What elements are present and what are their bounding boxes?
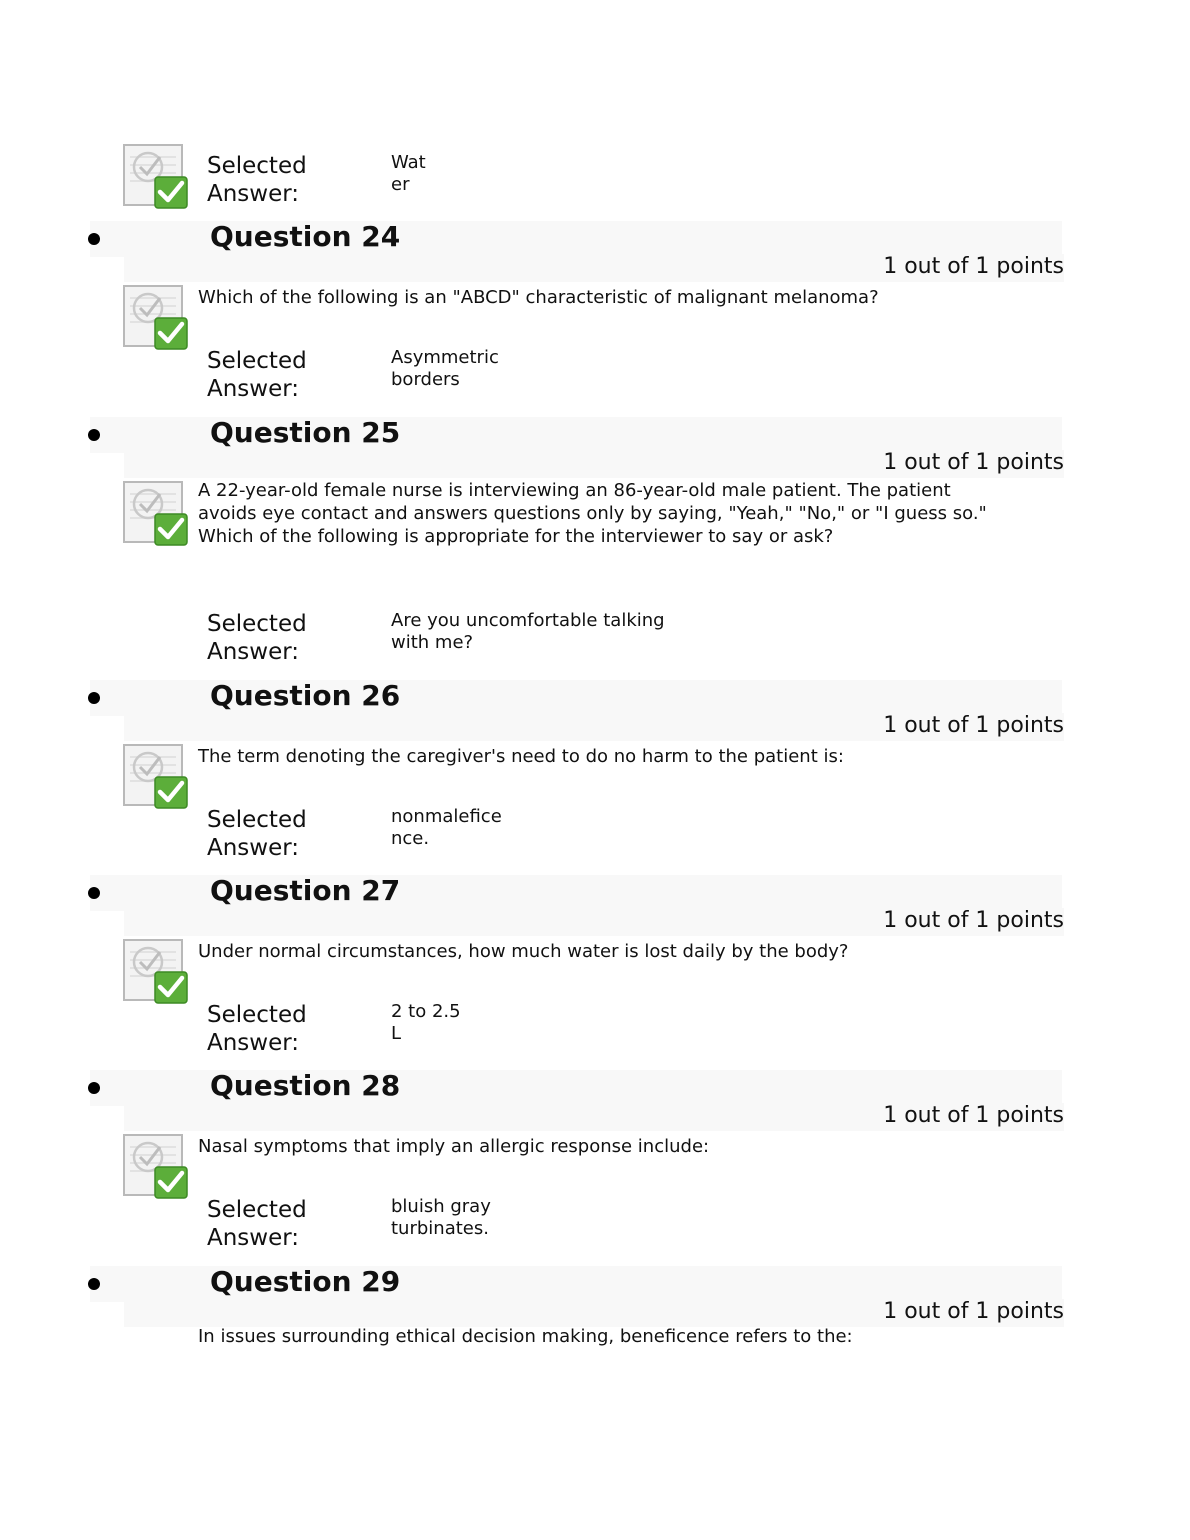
question-text: Under normal circumstances, how much water is lost daily by the body? — [198, 941, 849, 962]
question-text: The term denoting the caregiver's need to do no harm to the patient is: — [198, 746, 844, 767]
question-points: 1 out of 1 points — [883, 713, 1064, 738]
list-bullet — [88, 233, 100, 245]
question-text: A 22-year-old female nurse is interviewing an 86-year-old male patient. The patient avoids eye contact and answers questions only by saying, "Yeah," "No," or "I guess so." Which of the following is appropriate for the interviewer to say or ask? — [198, 480, 987, 547]
list-bullet — [88, 692, 100, 704]
selected-answer-value: Are you uncomfortable talking with me? — [391, 610, 665, 653]
question-text: Nasal symptoms that imply an allergic response include: — [198, 1136, 710, 1157]
question-points: 1 out of 1 points — [883, 450, 1064, 475]
selected-answer-label: Selected Answer: — [207, 1197, 307, 1251]
list-bullet — [88, 429, 100, 441]
question-title: Question 24 — [210, 220, 401, 253]
question-text: Which of the following is an "ABCD" characteristic of malignant melanoma? — [198, 287, 879, 308]
question-title: Question 26 — [210, 679, 401, 712]
question-points: 1 out of 1 points — [883, 1299, 1064, 1324]
correct-answer-check-icon — [122, 143, 188, 209]
selected-answer-label: Selected Answer: — [207, 1002, 307, 1056]
question-points: 1 out of 1 points — [883, 254, 1064, 279]
selected-answer-value: 2 to 2.5 L — [391, 1001, 461, 1044]
list-bullet — [88, 887, 100, 899]
selected-answer-value: nonmalefice nce. — [391, 806, 502, 849]
selected-answer-value: bluish gray turbinates. — [391, 1196, 491, 1239]
correct-answer-check-icon — [122, 938, 188, 1004]
correct-answer-check-icon — [122, 284, 188, 350]
correct-answer-check-icon — [122, 743, 188, 809]
correct-answer-check-icon — [122, 1133, 188, 1199]
question-points: 1 out of 1 points — [883, 908, 1064, 933]
question-points: 1 out of 1 points — [883, 1103, 1064, 1128]
question-text: In issues surrounding ethical decision making, beneficence refers to the: — [198, 1326, 853, 1347]
list-bullet — [88, 1082, 100, 1094]
selected-answer-label: Selected Answer: — [207, 807, 307, 861]
question-title: Question 27 — [210, 874, 401, 907]
question-title: Question 25 — [210, 416, 401, 449]
question-title: Question 29 — [210, 1265, 401, 1298]
list-bullet — [88, 1278, 100, 1290]
selected-answer-value: Wat er — [391, 152, 426, 195]
selected-answer-value: Asymmetric borders — [391, 347, 499, 390]
question-title: Question 28 — [210, 1069, 401, 1102]
selected-answer-label: Selected Answer: — [207, 611, 307, 665]
correct-answer-check-icon — [122, 480, 188, 546]
selected-answer-label: Selected Answer: — [207, 153, 307, 207]
selected-answer-label: Selected Answer: — [207, 348, 307, 402]
